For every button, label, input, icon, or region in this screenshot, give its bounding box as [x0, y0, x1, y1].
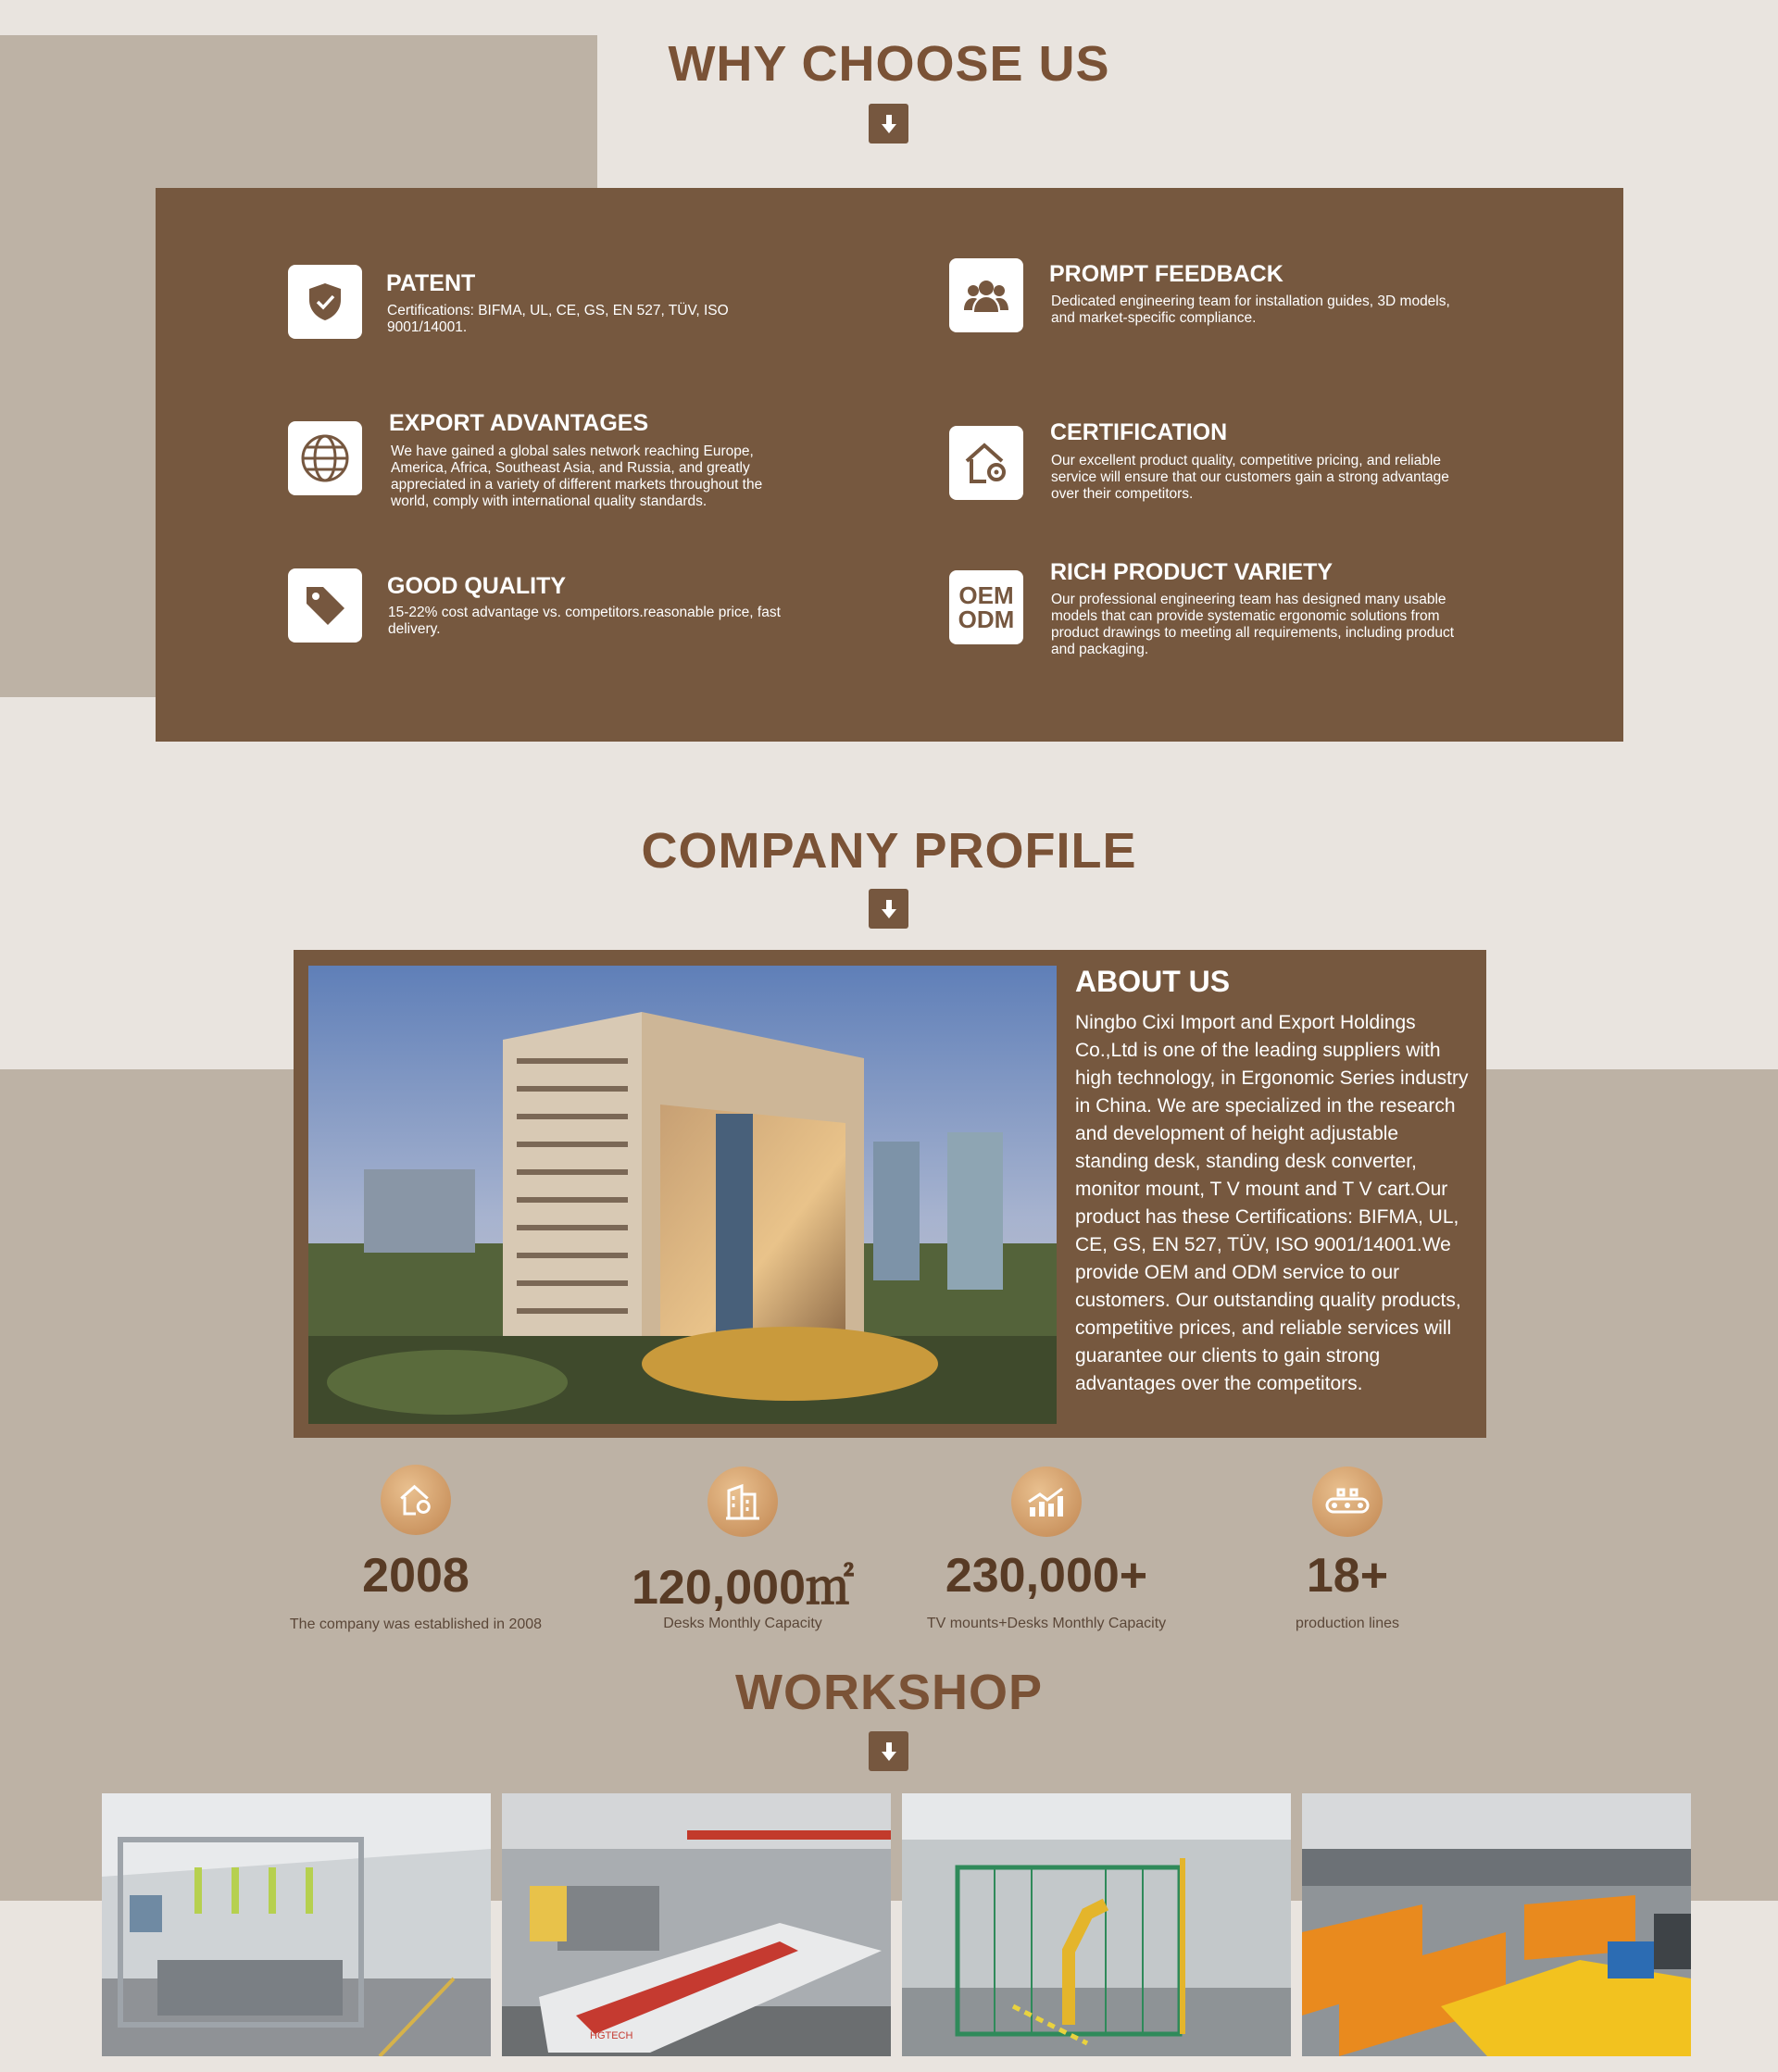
profile-down-arrow-button[interactable]: [869, 889, 908, 929]
arrow-down-icon: [880, 899, 898, 919]
feature-text: 15-22% cost advantage vs. competitors.reasonable price, fast delivery.: [388, 605, 781, 637]
stat-capacity-icon-circle: [707, 1467, 778, 1537]
feature-text: Our professional engineering team has designed many usable models that can provide systematic ergonomic solutions from product drawings to meeting all requirements, including product and packaging.: [1051, 592, 1455, 657]
feature-title: EXPORT ADVANTAGES: [389, 410, 649, 436]
feedback-card-icon: [949, 258, 1023, 332]
stat-number: 230,000+: [945, 1549, 1148, 1603]
workshop-photo-welding-booths: [1302, 1793, 1691, 2056]
why-title: WHY CHOOSE US: [668, 36, 1110, 92]
patent-card-icon: [288, 265, 362, 339]
house-gear-icon: [397, 1483, 434, 1517]
feature-title: CERTIFICATION: [1050, 419, 1228, 445]
arrow-down-icon: [880, 114, 898, 134]
certification-card-icon: [949, 426, 1023, 500]
stat-number: 18+: [1306, 1549, 1389, 1603]
about-title: ABOUT US: [1075, 965, 1231, 998]
variety-card-icon: [949, 570, 1023, 644]
feature-title: PROMPT FEEDBACK: [1049, 261, 1283, 287]
stat-lines-icon-circle: [1312, 1467, 1383, 1537]
company-building-photo: [308, 966, 1057, 1424]
export-card-icon: [288, 421, 362, 495]
feature-title: PATENT: [386, 270, 476, 296]
globe-icon: [300, 433, 350, 483]
workshop-photo-laser-machine: [502, 1793, 891, 2056]
about-text: Ningbo Cixi Import and Export Holdings Co.,Ltd is one of the leading suppliers with high technology, in Ergonomic Series industry in China. We are specialized in the research and development of height adjustable standing desk, standing desk converter, monitor mount, T V mount and T V cart.Our product has these Certifications: BIFMA, UL, CE, GS, EN 527, TÜV, ISO 9001/14001.We provide OEM and ODM service to our customers. Our outstanding quality products, competitive prices, and reliable services will guarantee our clients to gain strong advantages over the competitors.: [1075, 1012, 1469, 1394]
arrow-down-icon: [880, 1741, 898, 1762]
stat-label: TV mounts+Desks Monthly Capacity: [926, 1616, 1167, 1631]
profile-title: COMPANY PROFILE: [641, 823, 1137, 879]
workshop-photo-assembly: [102, 1793, 491, 2056]
stat-label: Desks Monthly Capacity: [663, 1616, 822, 1631]
machine-brand-label: HGTECH: [590, 2030, 633, 2041]
workshop-photo-robot-cell: [902, 1793, 1291, 2056]
stat-label: The company was established in 2008: [289, 1616, 543, 1632]
feature-text: We have gained a global sales network reaching Europe, America, Africa, Southeast Asia, and Russia, and greatly appreciated in a variety of different markets throughout the world, comply with international quality standards.: [391, 443, 763, 509]
oem-odm-icon: [958, 583, 1015, 631]
shield-check-icon: [307, 281, 344, 322]
users-icon: [963, 277, 1009, 314]
stat-established-icon-circle: [381, 1465, 451, 1535]
stat-growth-icon-circle: [1011, 1467, 1082, 1537]
feature-text: Certifications: BIFMA, UL, CE, GS, EN 527, TÜV, ISO 9001/14001.: [387, 303, 729, 335]
growth-chart-icon: [1026, 1485, 1067, 1518]
odm-label: ODM: [958, 605, 1015, 633]
workshop-title: WORKSHOP: [735, 1665, 1043, 1720]
stat-number: 120,000㎡: [632, 1561, 854, 1615]
why-down-arrow-button[interactable]: [869, 104, 908, 144]
feature-text: Our excellent product quality, competitive pricing, and reliable service will ensure that our customers gain a strong advantage over their competitors.: [1051, 453, 1449, 502]
stat-label: production lines: [1295, 1616, 1400, 1631]
house-gear-icon: [962, 441, 1010, 485]
building-icon: [725, 1483, 760, 1520]
feature-title: RICH PRODUCT VARIETY: [1050, 559, 1334, 585]
workshop-down-arrow-button[interactable]: [869, 1731, 908, 1771]
conveyor-icon: [1325, 1488, 1370, 1516]
feature-title: GOOD QUALITY: [387, 573, 567, 599]
stat-number: 2008: [362, 1549, 470, 1603]
feature-text: Dedicated engineering team for installation guides, 3D models, and market-specific compliance.: [1051, 293, 1450, 326]
quality-card-icon: [288, 568, 362, 643]
oem-label: OEM: [958, 581, 1014, 609]
tag-icon: [303, 583, 347, 628]
